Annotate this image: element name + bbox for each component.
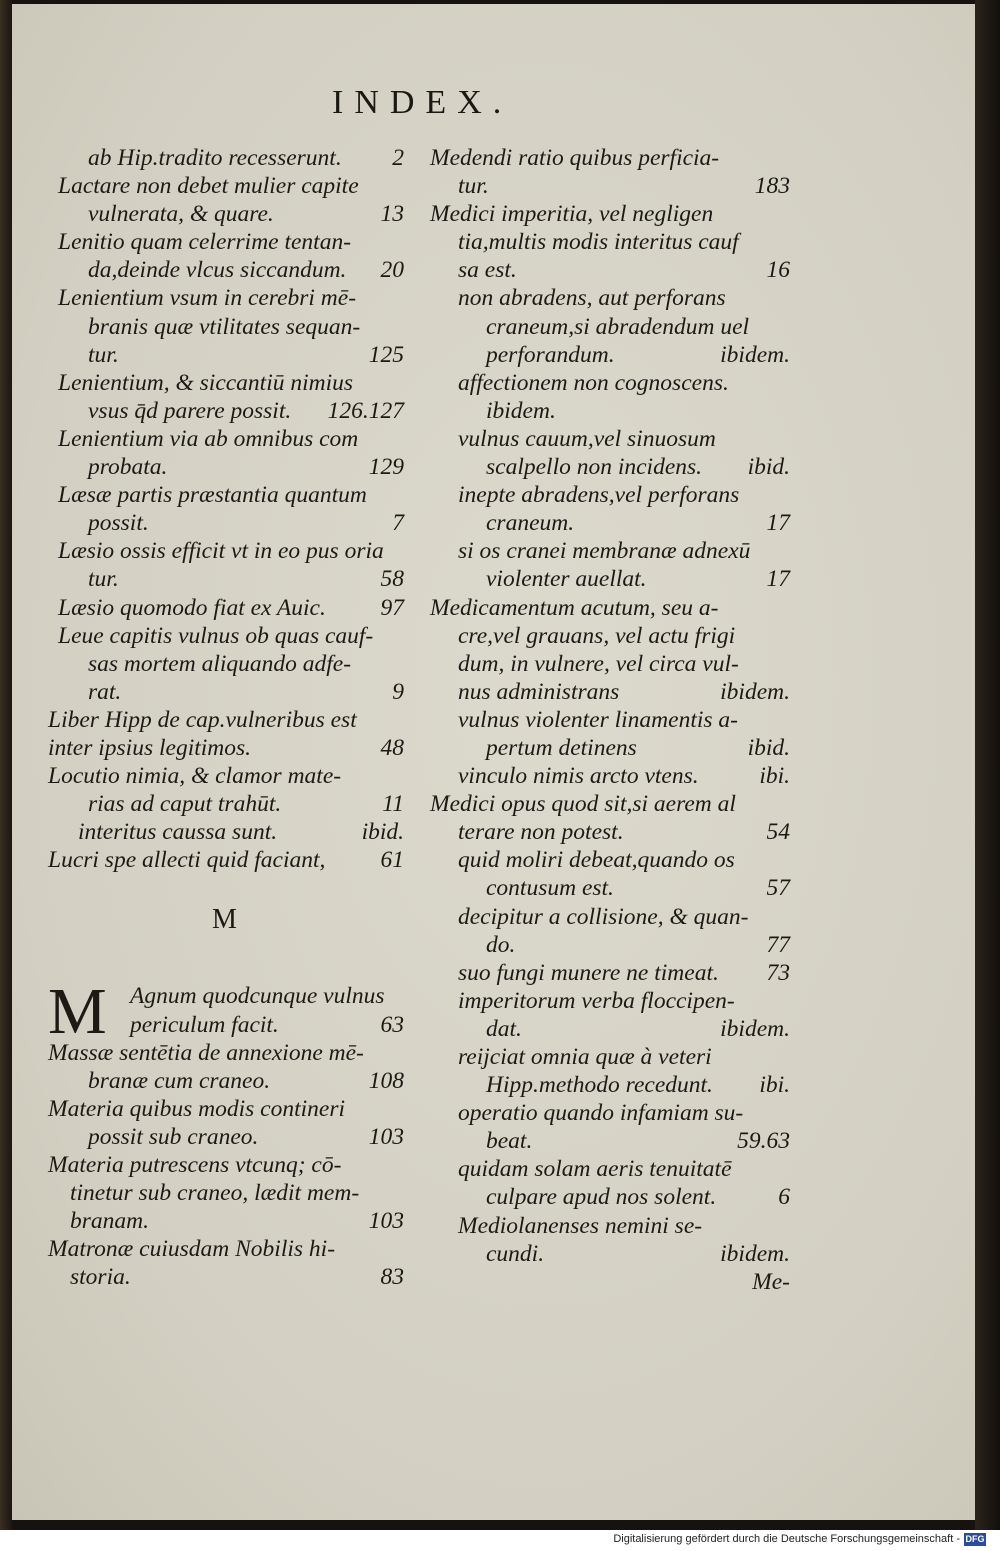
- entry-page-ref: 103: [368, 1123, 404, 1150]
- index-entry-line: [430, 397, 790, 425]
- index-entry-line: [430, 594, 790, 622]
- index-entry-line: [48, 565, 404, 593]
- entry-page-ref: 16: [766, 257, 790, 284]
- index-entry-line: [430, 481, 790, 509]
- index-entry-line: [48, 453, 404, 481]
- entry-text: vulnerata, & quare.: [88, 201, 274, 228]
- entry-page-ref: 6: [778, 1184, 790, 1211]
- entry-text: periculum facit.: [130, 1011, 279, 1038]
- index-entry-line: [430, 1183, 790, 1211]
- index-entry-line: [430, 172, 790, 200]
- index-entry-line: [430, 959, 790, 987]
- index-entry-line: [48, 144, 404, 172]
- index-entry-line: [430, 1155, 790, 1183]
- index-entry-line: [430, 256, 790, 284]
- entry-text: ibidem.: [486, 397, 556, 424]
- index-entry-line: [48, 734, 404, 762]
- digitization-credit: Digitalisierung gefördert durch die Deutsche Forschungsgemeinschaft -: [613, 1533, 960, 1545]
- index-entry-line: [48, 537, 404, 565]
- index-entry-line: [48, 1207, 404, 1235]
- index-entries-l: [48, 144, 404, 874]
- entry-text: tinetur sub craneo, lædit mem-: [70, 1180, 360, 1207]
- entry-text: Hipp.methodo recedunt.: [486, 1072, 713, 1099]
- entry-page-ref: 183: [754, 173, 790, 200]
- entry-text: tia,multis modis interitus cauf: [458, 229, 739, 256]
- entry-text: craneum,si abradendum uel: [486, 313, 750, 340]
- book-spine: [0, 0, 12, 1530]
- index-entry-line: [430, 678, 790, 706]
- index-entry-line: [48, 228, 404, 256]
- entry-page-ref: 11: [382, 791, 404, 818]
- entry-page-ref: ibi.: [759, 1072, 790, 1099]
- index-entry-line: [48, 341, 404, 369]
- entry-page-ref: ibidem.: [720, 1015, 790, 1042]
- entry-page-ref: 108: [368, 1067, 404, 1094]
- index-entry-line: [48, 284, 404, 312]
- entry-text: pertum detinens: [486, 734, 637, 761]
- entry-text: Lucri spe allecti quid faciant,: [48, 847, 326, 874]
- entry-text: vulnus cauum,vel sinuosum: [458, 425, 716, 452]
- entry-text: operatio quando infamiam su-: [458, 1100, 744, 1127]
- index-entry-line: [430, 874, 790, 902]
- index-entry-line: [48, 1179, 404, 1207]
- index-entry-line: [430, 1071, 790, 1099]
- entry-text: Matronæ cuiusdam Nobilis hi-: [48, 1236, 336, 1263]
- entry-text: quidam solam aeris tenuitatē: [458, 1156, 732, 1183]
- entry-page-ref: 83: [380, 1264, 404, 1291]
- entry-page-ref: ibid.: [747, 734, 790, 761]
- entry-text: tur.: [88, 566, 119, 593]
- entry-text: inter ipsius legitimos.: [48, 734, 252, 761]
- index-entry-line: [48, 481, 404, 509]
- entry-page-ref: 97: [380, 594, 404, 621]
- index-entry-line: [48, 1151, 404, 1179]
- entry-page-ref: Me-: [752, 1268, 790, 1295]
- index-entry-line: [430, 762, 790, 790]
- index-entry-line: [430, 1015, 790, 1043]
- index-entry-line: [430, 313, 790, 341]
- entry-text: reijciat omnia quæ à veteri: [458, 1044, 712, 1070]
- entry-text: branis quæ vtilitates sequan-: [88, 313, 361, 340]
- index-entry-line: [430, 1268, 790, 1296]
- entry-page-ref: 7: [392, 510, 404, 537]
- index-entry-line: [430, 1212, 790, 1240]
- running-header: INDEX.: [332, 84, 513, 121]
- index-entry-line: [48, 706, 404, 734]
- entry-text: branæ cum craneo.: [88, 1067, 271, 1094]
- entry-text: vulnus violenter linamentis a-: [458, 706, 738, 733]
- index-column-left: [48, 144, 404, 1291]
- index-entry-line: [48, 369, 404, 397]
- entry-text: Lenitio quam celerrime tentan-: [58, 229, 352, 256]
- entry-text: contusum est.: [486, 875, 614, 902]
- entry-page-ref: 17: [766, 566, 790, 593]
- entry-text: Lenientium, & siccantiū nimius: [58, 369, 354, 396]
- entry-page-ref: 58: [380, 566, 404, 593]
- index-entry-line: [48, 594, 404, 622]
- index-entry-line: [430, 734, 790, 762]
- entry-text: storia.: [70, 1264, 131, 1291]
- index-entry-line: [430, 1099, 790, 1127]
- index-entry-line: [48, 313, 404, 341]
- entry-text: affectionem non cognoscens.: [458, 369, 729, 396]
- entry-text: Materia putrescens vtcunq; cō-: [48, 1152, 342, 1178]
- index-entry-line: [48, 397, 404, 425]
- index-entry-line: [430, 931, 790, 959]
- entry-text: nus administrans: [458, 678, 620, 705]
- entry-text: probata.: [88, 454, 168, 481]
- entry-text: sas mortem aliquando adfe-: [88, 650, 352, 677]
- entry-text: Locutio nimia, & clamor mate-: [48, 763, 342, 790]
- index-entry-line: [48, 509, 404, 537]
- entry-page-ref: 9: [392, 678, 404, 705]
- index-entry-line: [48, 172, 404, 200]
- letter-heading: M: [212, 904, 237, 936]
- index-entry-line: [48, 622, 404, 650]
- index-entry-line: [48, 678, 404, 706]
- index-entry-line: [430, 509, 790, 537]
- entry-page-ref: 59.63: [737, 1128, 790, 1155]
- entry-text: da,deinde vlcus siccandum.: [88, 257, 347, 284]
- entry-text: cre,vel grauans, vel actu frigi: [458, 622, 736, 649]
- entry-text: tur.: [88, 341, 119, 368]
- entry-text: Læsio quomodo fiat ex Auic.: [58, 594, 326, 621]
- entry-page-ref: ibid.: [361, 819, 404, 846]
- entry-text: craneum.: [486, 510, 575, 537]
- index-entry-line: [430, 1127, 790, 1155]
- index-entry-line: [430, 144, 790, 172]
- entry-text: rias ad caput trahūt.: [88, 791, 282, 818]
- entry-text: cundi.: [486, 1240, 545, 1267]
- entry-text: Materia quibus modis contineri: [48, 1095, 345, 1122]
- entry-text: sa est.: [458, 257, 517, 284]
- entry-text: Medendi ratio quibus perficia-: [430, 145, 720, 171]
- letter-section: [48, 874, 404, 982]
- entry-page-ref: 103: [368, 1208, 404, 1235]
- entry-page-ref: 129: [368, 454, 404, 481]
- index-entry-line: [48, 762, 404, 790]
- entry-text: Lenientium via ab omnibus com: [58, 425, 359, 452]
- entry-text: rat.: [88, 678, 122, 705]
- entry-text: Agnum quodcunque vulnus: [130, 983, 385, 1010]
- entry-text: Medicamentum acutum, seu a-: [430, 594, 719, 621]
- entry-text: possit sub craneo.: [88, 1123, 259, 1150]
- entry-text: Læsio ossis efficit vt in eo pus oria: [58, 538, 384, 565]
- entry-page-ref: ibidem.: [720, 1240, 790, 1267]
- entry-page-ref: ibidem.: [720, 678, 790, 705]
- entry-text: Mediolanenses nemini se-: [458, 1212, 703, 1239]
- index-entry-line: [48, 846, 404, 874]
- entry-page-ref: ibi.: [759, 763, 790, 790]
- entry-text: ab Hip.tradito recesserunt.: [88, 145, 342, 171]
- drop-cap: M: [48, 975, 107, 1049]
- entry-page-ref: 17: [766, 510, 790, 537]
- entry-text: dum, in vulnere, vel circa vul-: [458, 650, 739, 677]
- index-entry-line: [430, 284, 790, 312]
- page-edge: [975, 0, 1000, 1530]
- index-entry-line: [430, 453, 790, 481]
- index-entry-line: [430, 818, 790, 846]
- entry-text: imperitorum verba floccipen-: [458, 987, 735, 1014]
- entry-text: do.: [486, 931, 516, 958]
- index-entry-line: [48, 1011, 404, 1039]
- entry-page-ref: ibidem.: [720, 341, 790, 368]
- index-entry-line: [430, 706, 790, 734]
- entry-text: decipitur a collisione, & quan-: [458, 903, 749, 930]
- entry-page-ref: 2: [392, 145, 404, 171]
- index-entry-line: [430, 200, 790, 228]
- entry-text: non abradens, aut perforans: [458, 285, 726, 312]
- entry-page-ref: 125: [368, 341, 404, 368]
- index-entry-line: [430, 650, 790, 678]
- entry-text: vsus q̄d parere possit.: [88, 397, 292, 424]
- entry-text: Massæ sentētia de annexione mē-: [48, 1039, 364, 1066]
- entry-page-ref: 73: [766, 959, 790, 986]
- entry-page-ref: 20: [380, 257, 404, 284]
- index-entry-line: [48, 790, 404, 818]
- entry-text: perforandum.: [486, 341, 615, 368]
- index-entry-line: [48, 200, 404, 228]
- entry-text: tur.: [458, 173, 489, 200]
- entry-text: Liber Hipp de cap.vulneribus est: [48, 706, 357, 733]
- entry-page-ref: 126.127: [327, 397, 404, 424]
- index-entry-line: [430, 903, 790, 931]
- entry-text: suo fungi munere ne timeat.: [458, 959, 719, 986]
- index-entry-line: [430, 987, 790, 1015]
- entry-page-ref: 63: [380, 1011, 404, 1038]
- entry-text: culpare apud nos solent.: [486, 1184, 717, 1211]
- index-entry-line: [48, 1235, 404, 1263]
- entry-text: Lenientium vsum in cerebri mē-: [58, 285, 357, 312]
- entry-text: scalpello non incidens.: [486, 454, 703, 481]
- index-entry-line: [430, 790, 790, 818]
- index-entry-line: [48, 1095, 404, 1123]
- entry-text: violenter auellat.: [486, 566, 647, 593]
- entry-page-ref: 48: [380, 734, 404, 761]
- index-entries-m: [48, 975, 404, 1291]
- index-entry-line: [48, 1123, 404, 1151]
- entry-text: interitus caussa sunt.: [78, 819, 278, 846]
- index-entry-line: [48, 425, 404, 453]
- index-entry-line: [48, 1067, 404, 1095]
- entry-text: quid moliri debeat,quando os: [458, 847, 735, 874]
- index-entry-line: [430, 341, 790, 369]
- index-entry-line: [48, 1263, 404, 1291]
- index-entry-line: [430, 369, 790, 397]
- index-entry-line: [430, 622, 790, 650]
- entry-page-ref: 77: [766, 931, 790, 958]
- dfg-logo: DFG: [965, 1534, 985, 1544]
- index-entry-line: [48, 1039, 404, 1067]
- entry-text: possit.: [88, 510, 149, 537]
- entry-text: vinculo nimis arcto vtens.: [458, 763, 699, 790]
- entry-text: Lactare non debet mulier capite: [58, 173, 359, 200]
- entry-page-ref: ibid.: [747, 454, 790, 481]
- index-entry-line: [48, 982, 404, 1010]
- index-entry-line: [430, 537, 790, 565]
- index-entry-line: [48, 818, 404, 846]
- entry-text: Medici imperitia, vel negligen: [430, 201, 714, 228]
- index-entry-line: [430, 1240, 790, 1268]
- entry-text: terare non potest.: [458, 819, 624, 846]
- entry-text: si os cranei membranæ adnexū: [458, 538, 751, 565]
- entry-text: Medici opus quod sit,si aerem al: [430, 791, 736, 818]
- index-entries-m-cont: [430, 144, 790, 1296]
- entry-text: Leue capitis vulnus ob quas cauf-: [58, 622, 374, 649]
- index-column-right: [430, 144, 790, 1296]
- index-entry-line: [48, 650, 404, 678]
- index-entry-line: [430, 1043, 790, 1071]
- entry-text: Læsæ partis præstantia quantum: [58, 482, 367, 509]
- index-entry-line: [430, 228, 790, 256]
- entry-page-ref: 54: [766, 819, 790, 846]
- entry-page-ref: 61: [380, 847, 404, 874]
- entry-page-ref: 13: [380, 201, 404, 228]
- entry-text: branam.: [70, 1208, 149, 1235]
- index-entry-line: [430, 846, 790, 874]
- index-entry-line: [430, 425, 790, 453]
- entry-text: inepte abradens,vel perforans: [458, 482, 740, 509]
- index-entry-line: [48, 256, 404, 284]
- index-entry-line: [430, 565, 790, 593]
- entry-text: beat.: [486, 1128, 533, 1155]
- entry-page-ref: 57: [766, 875, 790, 902]
- entry-text: dat.: [486, 1015, 522, 1042]
